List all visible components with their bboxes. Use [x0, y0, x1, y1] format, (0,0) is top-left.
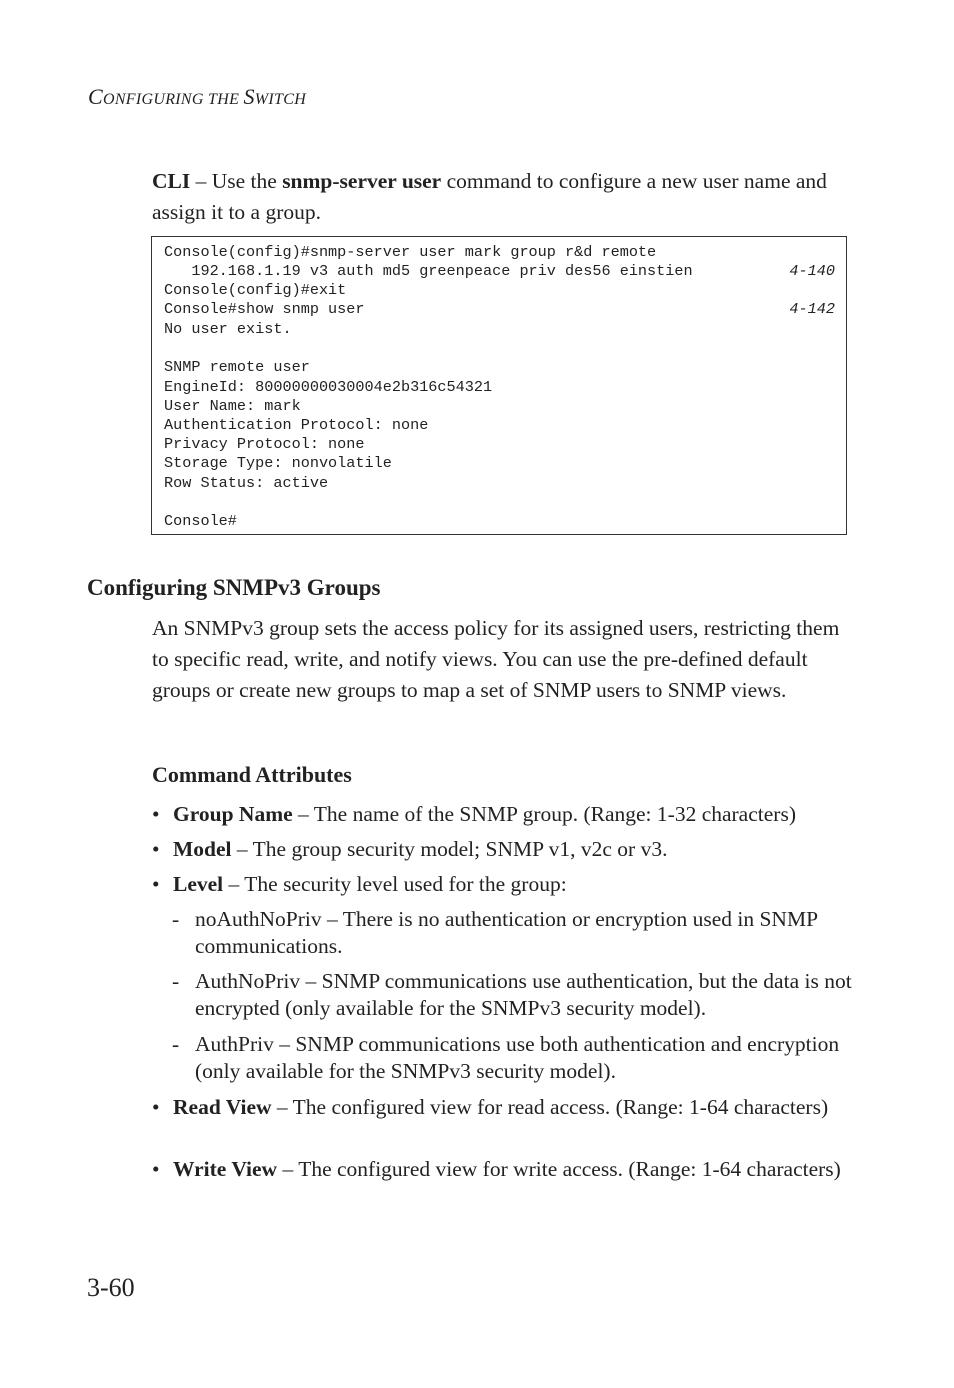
- code-line: EngineId: 80000000030004e2b316c54321: [164, 378, 493, 396]
- attribute-desc: – The name of the SNMP group. (Range: 1-32 characters): [292, 802, 796, 826]
- code-line: Storage Type: nonvolatile: [164, 454, 392, 472]
- attribute-desc: – The configured view for write access. (Range: 1-64 characters): [277, 1157, 841, 1181]
- running-head-initial-c: C: [88, 84, 103, 109]
- bullet-marker: •: [152, 1157, 160, 1181]
- code-reference: 4-140: [789, 262, 835, 280]
- dash-marker: -: [172, 907, 180, 931]
- level-item: [172, 906, 852, 960]
- attribute-item: [152, 1156, 852, 1183]
- attribute-text: [173, 1156, 852, 1183]
- attribute-item: [152, 1094, 852, 1121]
- bullet-marker: •: [152, 837, 160, 861]
- code-line: No user exist.: [164, 320, 292, 338]
- code-line: Authentication Protocol: none: [164, 416, 429, 434]
- dash-marker: -: [172, 1032, 180, 1056]
- level-item: [172, 1031, 852, 1085]
- level-text: AuthNoPriv – SNMP communications use authentication, but the data is not encrypted (only available for the SNMPv3 security model).: [195, 969, 852, 1020]
- running-head-initial-s: S: [243, 84, 255, 109]
- section-intro: An SNMPv3 group sets the access policy for its assigned users, restricting them to specific read, write, and notify views. You can use the pre-defined default groups or create new groups to map a set of SNMP users to SNMP views.: [152, 616, 840, 702]
- cli-label: CLI: [152, 169, 191, 193]
- attribute-term: Model: [173, 837, 232, 861]
- attribute-desc: – The configured view for read access. (Range: 1-64 characters): [271, 1095, 829, 1119]
- attribute-term: Level: [173, 872, 224, 896]
- cli-text-1: – Use the: [190, 169, 283, 193]
- code-line: Console#: [164, 512, 237, 530]
- attribute-desc: – The security level used for the group:: [223, 872, 567, 896]
- cli-command: snmp-server user: [282, 169, 442, 193]
- code-line: Console(config)#exit: [164, 281, 347, 299]
- code-line: 192.168.1.19 v3 auth md5 greenpeace priv des56 einstien: [164, 262, 693, 280]
- running-head-switch: WITCH: [254, 91, 307, 108]
- section-title: Configuring SNMPv3 Groups: [87, 575, 381, 600]
- code-line: User Name: mark: [164, 397, 301, 415]
- attribute-item: [152, 871, 852, 898]
- attribute-text: [173, 801, 852, 828]
- bullet-marker: •: [152, 802, 160, 826]
- attribute-item: [152, 801, 852, 828]
- cli-paragraph: [152, 166, 852, 228]
- attribute-term: Write View: [173, 1157, 278, 1181]
- attribute-item: [152, 836, 852, 863]
- attribute-term: Group Name: [173, 802, 293, 826]
- level-item: [172, 968, 852, 1022]
- code-line: Row Status: active: [164, 474, 329, 492]
- level-text: AuthPriv – SNMP communications use both authentication and encryption (only available for the SNMPv3 security model).: [195, 1032, 840, 1083]
- dash-marker: -: [172, 969, 180, 993]
- code-line: SNMP remote user: [164, 358, 310, 376]
- bullet-marker: •: [152, 872, 160, 896]
- attribute-text: [173, 836, 852, 863]
- attribute-term: Read View: [173, 1095, 272, 1119]
- cli-text-2: command to configure a new user name and assign it to a group.: [152, 169, 827, 224]
- code-reference: 4-142: [789, 300, 835, 318]
- page-number: 3-60: [87, 1273, 135, 1302]
- attribute-text: [173, 1094, 852, 1121]
- running-head-configuring: ONFIGURING THE: [102, 91, 244, 108]
- level-text: noAuthNoPriv – There is no authentication or encryption used in SNMP communications.: [195, 907, 818, 958]
- code-line: Console#show snmp user: [164, 300, 365, 318]
- code-line: Console(config)#snmp-server user mark group r&d remote: [164, 243, 657, 261]
- code-line: Privacy Protocol: none: [164, 435, 365, 453]
- attribute-desc: – The group security model; SNMP v1, v2c or v3.: [231, 837, 668, 861]
- code-example-box: [151, 236, 847, 535]
- command-attributes-title: Command Attributes: [152, 762, 352, 787]
- bullet-marker: •: [152, 1095, 160, 1119]
- running-head: [88, 84, 306, 110]
- attribute-text: [173, 871, 852, 898]
